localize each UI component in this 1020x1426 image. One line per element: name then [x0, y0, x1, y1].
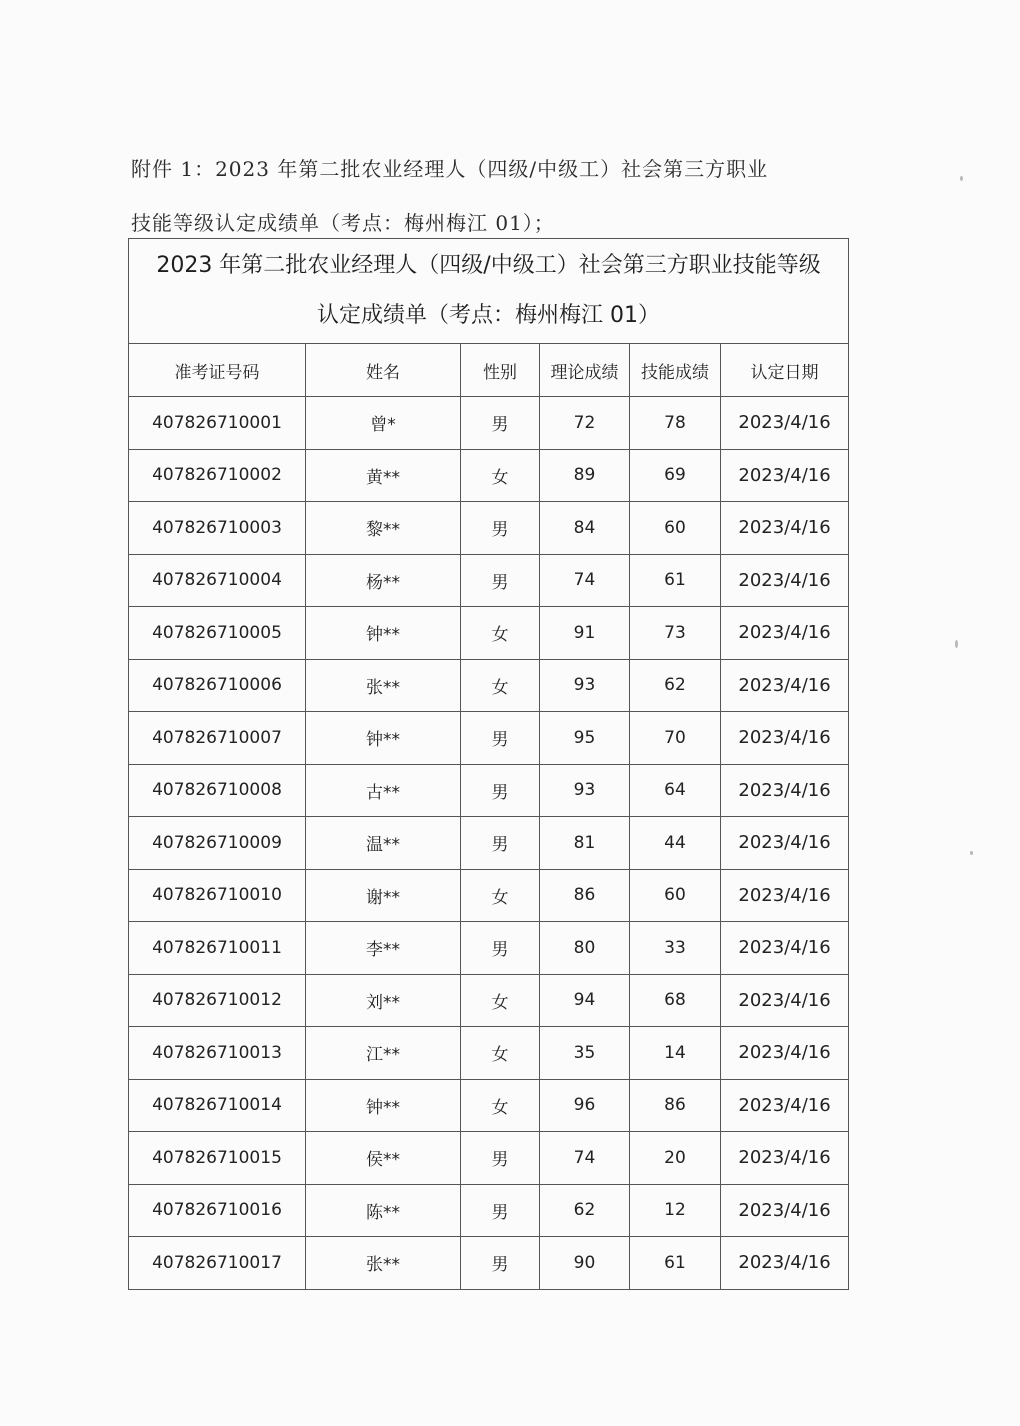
- cell-gender: 女: [461, 449, 540, 502]
- cell-skill-score: 14: [630, 1027, 721, 1080]
- table-row: [129, 922, 849, 975]
- cell-date: 2023/4/16: [721, 764, 849, 817]
- cell-gender: 男: [461, 712, 540, 765]
- cell-name: 温**: [306, 817, 461, 870]
- cell-name: 杨**: [306, 554, 461, 607]
- cell-skill-score: 64: [630, 764, 721, 817]
- table-row: [129, 397, 849, 450]
- score-table: [128, 238, 849, 1290]
- cell-theory-score: 72: [540, 397, 630, 450]
- cell-theory-score: 62: [540, 1184, 630, 1237]
- cell-date: 2023/4/16: [721, 922, 849, 975]
- table-row: [129, 502, 849, 555]
- cell-gender: 男: [461, 922, 540, 975]
- cell-theory-score: 89: [540, 449, 630, 502]
- cell-id: 407826710013: [129, 1027, 306, 1080]
- cell-theory-score: 84: [540, 502, 630, 555]
- cell-name: 古**: [306, 764, 461, 817]
- table-row: [129, 1132, 849, 1185]
- cell-date: 2023/4/16: [721, 1184, 849, 1237]
- table-row: [129, 712, 849, 765]
- cell-theory-score: 95: [540, 712, 630, 765]
- cell-id: 407826710008: [129, 764, 306, 817]
- cell-id: 407826710016: [129, 1184, 306, 1237]
- table-row: [129, 869, 849, 922]
- table-row: [129, 1184, 849, 1237]
- cell-theory-score: 86: [540, 869, 630, 922]
- cell-skill-score: 44: [630, 817, 721, 870]
- cell-id: 407826710012: [129, 974, 306, 1027]
- cell-gender: 男: [461, 817, 540, 870]
- cell-date: 2023/4/16: [721, 659, 849, 712]
- cell-gender: 男: [461, 502, 540, 555]
- cell-name: 黎**: [306, 502, 461, 555]
- table-row: [129, 1027, 849, 1080]
- table-row: [129, 449, 849, 502]
- cell-theory-score: 81: [540, 817, 630, 870]
- column-header-date: 认定日期: [721, 344, 849, 397]
- cell-theory-score: 35: [540, 1027, 630, 1080]
- cell-date: 2023/4/16: [721, 712, 849, 765]
- cell-skill-score: 78: [630, 397, 721, 450]
- cell-name: 张**: [306, 659, 461, 712]
- cell-theory-score: 74: [540, 554, 630, 607]
- cell-theory-score: 96: [540, 1079, 630, 1132]
- cell-skill-score: 60: [630, 869, 721, 922]
- cell-id: 407826710002: [129, 449, 306, 502]
- cell-theory-score: 91: [540, 607, 630, 660]
- table-row: [129, 1079, 849, 1132]
- cell-theory-score: 93: [540, 764, 630, 817]
- cell-name: 李**: [306, 922, 461, 975]
- attachment-caption: [131, 142, 851, 250]
- cell-date: 2023/4/16: [721, 397, 849, 450]
- table-title-line-2: 认定成绩单（考点：梅州梅江 01）: [317, 303, 661, 328]
- cell-skill-score: 70: [630, 712, 721, 765]
- scan-speck: [955, 640, 958, 648]
- cell-name: 钟**: [306, 1079, 461, 1132]
- attachment-line-2: 技能等级认定成绩单（考点：梅州梅江 01）；: [131, 211, 555, 235]
- cell-name: 陈**: [306, 1184, 461, 1237]
- cell-skill-score: 61: [630, 1237, 721, 1290]
- cell-skill-score: 73: [630, 607, 721, 660]
- table-row: [129, 817, 849, 870]
- table-row: [129, 974, 849, 1027]
- cell-skill-score: 62: [630, 659, 721, 712]
- cell-name: 钟**: [306, 607, 461, 660]
- cell-theory-score: 74: [540, 1132, 630, 1185]
- attachment-line-1: 附件 1：2023 年第二批农业经理人（四级/中级工）社会第三方职业: [131, 157, 769, 181]
- cell-gender: 女: [461, 974, 540, 1027]
- column-header-name: 姓名: [306, 344, 461, 397]
- cell-id: 407826710010: [129, 869, 306, 922]
- cell-id: 407826710007: [129, 712, 306, 765]
- cell-date: 2023/4/16: [721, 1237, 849, 1290]
- cell-theory-score: 93: [540, 659, 630, 712]
- cell-date: 2023/4/16: [721, 1079, 849, 1132]
- column-header-id: 准考证号码: [129, 344, 306, 397]
- cell-name: 钟**: [306, 712, 461, 765]
- cell-id: 407826710006: [129, 659, 306, 712]
- cell-id: 407826710011: [129, 922, 306, 975]
- cell-date: 2023/4/16: [721, 502, 849, 555]
- cell-id: 407826710009: [129, 817, 306, 870]
- cell-date: 2023/4/16: [721, 1132, 849, 1185]
- table-title: [129, 239, 849, 344]
- cell-gender: 女: [461, 1079, 540, 1132]
- table-row: [129, 607, 849, 660]
- cell-skill-score: 12: [630, 1184, 721, 1237]
- scan-speck: [970, 851, 973, 855]
- cell-date: 2023/4/16: [721, 817, 849, 870]
- cell-skill-score: 86: [630, 1079, 721, 1132]
- cell-gender: 男: [461, 1237, 540, 1290]
- cell-theory-score: 80: [540, 922, 630, 975]
- cell-id: 407826710003: [129, 502, 306, 555]
- column-header-gender: 性别: [461, 344, 540, 397]
- cell-theory-score: 90: [540, 1237, 630, 1290]
- scan-speck: [960, 176, 963, 181]
- cell-skill-score: 68: [630, 974, 721, 1027]
- cell-date: 2023/4/16: [721, 869, 849, 922]
- cell-gender: 男: [461, 1184, 540, 1237]
- cell-skill-score: 60: [630, 502, 721, 555]
- cell-id: 407826710004: [129, 554, 306, 607]
- column-header-row: [129, 344, 849, 397]
- cell-date: 2023/4/16: [721, 607, 849, 660]
- cell-name: 刘**: [306, 974, 461, 1027]
- table-title-line-1: 2023 年第二批农业经理人（四级/中级工）社会第三方职业技能等级: [156, 253, 821, 278]
- cell-date: 2023/4/16: [721, 554, 849, 607]
- cell-gender: 男: [461, 764, 540, 817]
- cell-gender: 男: [461, 554, 540, 607]
- cell-name: 曾*: [306, 397, 461, 450]
- table-row: [129, 1237, 849, 1290]
- column-header-theory: 理论成绩: [540, 344, 630, 397]
- cell-name: 谢**: [306, 869, 461, 922]
- cell-skill-score: 20: [630, 1132, 721, 1185]
- column-header-skill: 技能成绩: [630, 344, 721, 397]
- cell-skill-score: 33: [630, 922, 721, 975]
- table-row: [129, 764, 849, 817]
- cell-gender: 男: [461, 397, 540, 450]
- cell-gender: 女: [461, 1027, 540, 1080]
- cell-id: 407826710017: [129, 1237, 306, 1290]
- cell-gender: 女: [461, 659, 540, 712]
- cell-skill-score: 69: [630, 449, 721, 502]
- table-row: [129, 659, 849, 712]
- cell-name: 侯**: [306, 1132, 461, 1185]
- cell-id: 407826710005: [129, 607, 306, 660]
- cell-id: 407826710014: [129, 1079, 306, 1132]
- cell-gender: 男: [461, 1132, 540, 1185]
- cell-theory-score: 94: [540, 974, 630, 1027]
- table-row: [129, 554, 849, 607]
- cell-gender: 女: [461, 607, 540, 660]
- cell-id: 407826710015: [129, 1132, 306, 1185]
- cell-id: 407826710001: [129, 397, 306, 450]
- cell-name: 张**: [306, 1237, 461, 1290]
- cell-gender: 女: [461, 869, 540, 922]
- cell-name: 江**: [306, 1027, 461, 1080]
- cell-date: 2023/4/16: [721, 1027, 849, 1080]
- cell-name: 黄**: [306, 449, 461, 502]
- cell-date: 2023/4/16: [721, 974, 849, 1027]
- cell-date: 2023/4/16: [721, 449, 849, 502]
- cell-skill-score: 61: [630, 554, 721, 607]
